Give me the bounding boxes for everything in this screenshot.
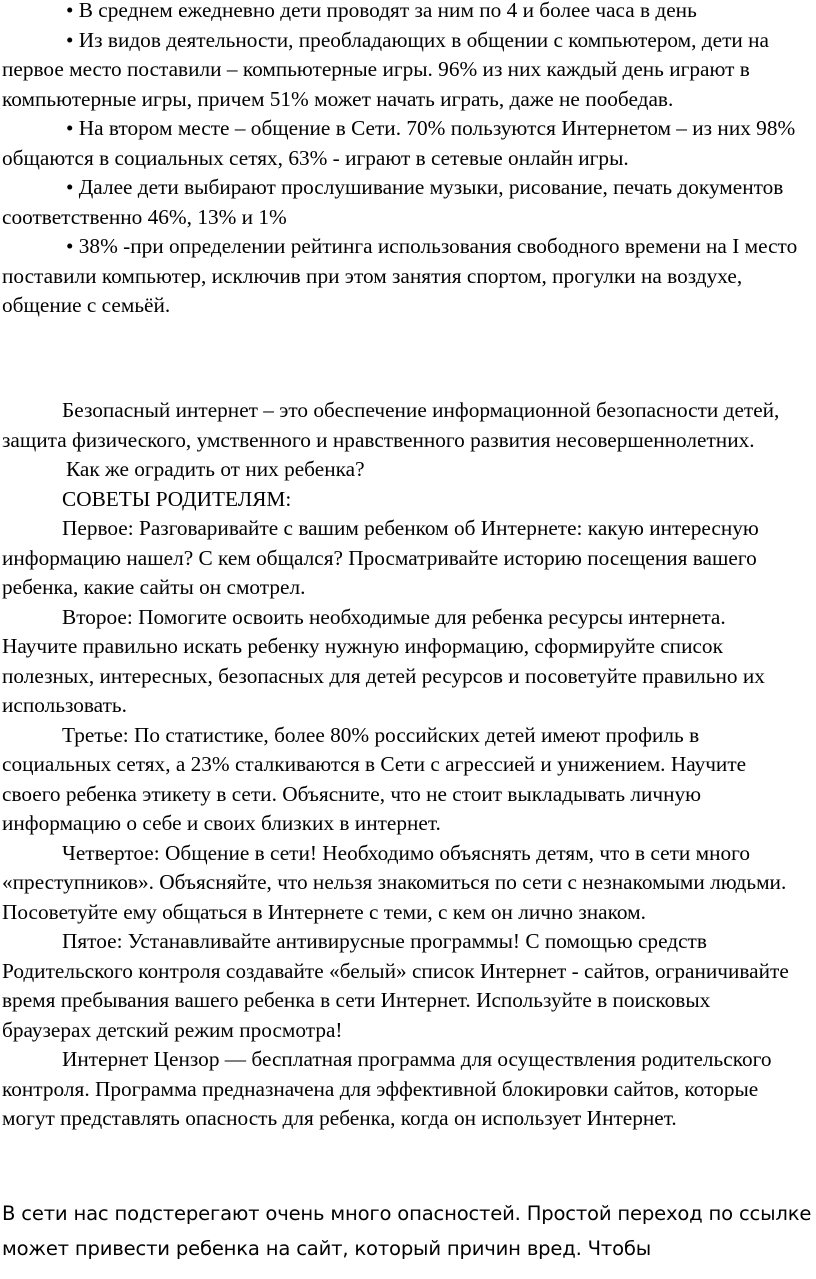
advice-heading: СОВЕТЫ РОДИТЕЛЯМ: xyxy=(62,486,292,511)
internet-censor-paragraph: Интернет Цензор — бесплатная программа для осуществления родительского контроля. Программа предназначена для эффективной блокировки сайтов, которые могут представлять опасность для ребенка, когда он использует Интернет. xyxy=(2,1047,772,1130)
stat-paragraph-music: • Далее дети выбирают прослушивание музыки, рисование, печать документов соответственно 46%, 13% и 1% xyxy=(2,175,784,229)
advice-second: Второе: Помогите освоить необходимые для ребенка ресурсы интернета. Научите правильно искать ребенку нужную информацию, сформируйте список полезных, интересных, безопасных для детей ресурсов и посоветуйте правильно их использовать. xyxy=(2,604,765,717)
stat-paragraph-network: • На втором месте – общение в Сети. 70% пользуются Интернетом – из них 98% общаются в социальных сетях, 63% - играют в сетевые онлайн игры. xyxy=(2,116,796,170)
question-line: Как же оградить от них ребенка? xyxy=(66,457,365,481)
closing-paragraph: В сети нас подстерегают очень много опасностей. Простой переход по ссылке может привести ребенка на сайт, который причин вред. Чтобы xyxy=(2,1202,812,1260)
advice-section xyxy=(0,396,810,1134)
definition-paragraph: Безопасный интернет – это обеспечение информационной безопасности детей, защита физического, умственного и нравственного развития несовершеннолетних. xyxy=(2,398,780,452)
advice-fourth: Четвертое: Общение в сети! Необходимо объяснять детям, что в сети много «преступников». Объясняйте, что нельзя знакомиться по сети с незнакомыми людьми. Посоветуйте ему общаться в Интернете с теми, с кем он лично знаком. xyxy=(2,840,787,924)
stat-paragraph-rating: • 38% -при определении рейтинга использования свободного времени на I место поставили компьютер, исключив при этом занятия спортом, прогулки на воздухе, общение с семьёй. xyxy=(2,234,798,317)
advice-fifth: Пятое: Устанавливайте антивирусные программы! С помощью средств Родительского контроля создавайте «белый» список Интернет - сайтов, ограничивайте время пребывания вашего ребенка в сети Интернет. Используйте в поисковых браузерах детский режим просмотра! xyxy=(2,929,789,1042)
statistics-section xyxy=(0,0,810,321)
stat-paragraph-games: • Из видов деятельности, преобладающих в общении с компьютером, дети на первое место поставили – компьютерные игры. 96% из них каждый день играют в компьютерные игры, причем 51% может начать играть, даже не пообедав. xyxy=(2,27,769,111)
advice-first: Первое: Разговаривайте с вашим ребенком об Интернете: какую интересную информацию нашел? С кем общался? Просматривайте историю посещения вашего ребенка, какие сайты он смотрел. xyxy=(2,516,759,599)
stat-paragraph-hours: • В среднем ежедневно дети проводят за ним по 4 и более часа в день xyxy=(66,0,697,22)
advice-third: Третье: По статистике, более 80% российских детей имеют профиль в социальных сетях, а 23% сталкиваются в Сети с агрессией и унижением. Научите своего ребенка этикету в сети. Объясните, что не стоит выкладывать личную информацию о себе и своих близких в интернет. xyxy=(2,722,747,835)
